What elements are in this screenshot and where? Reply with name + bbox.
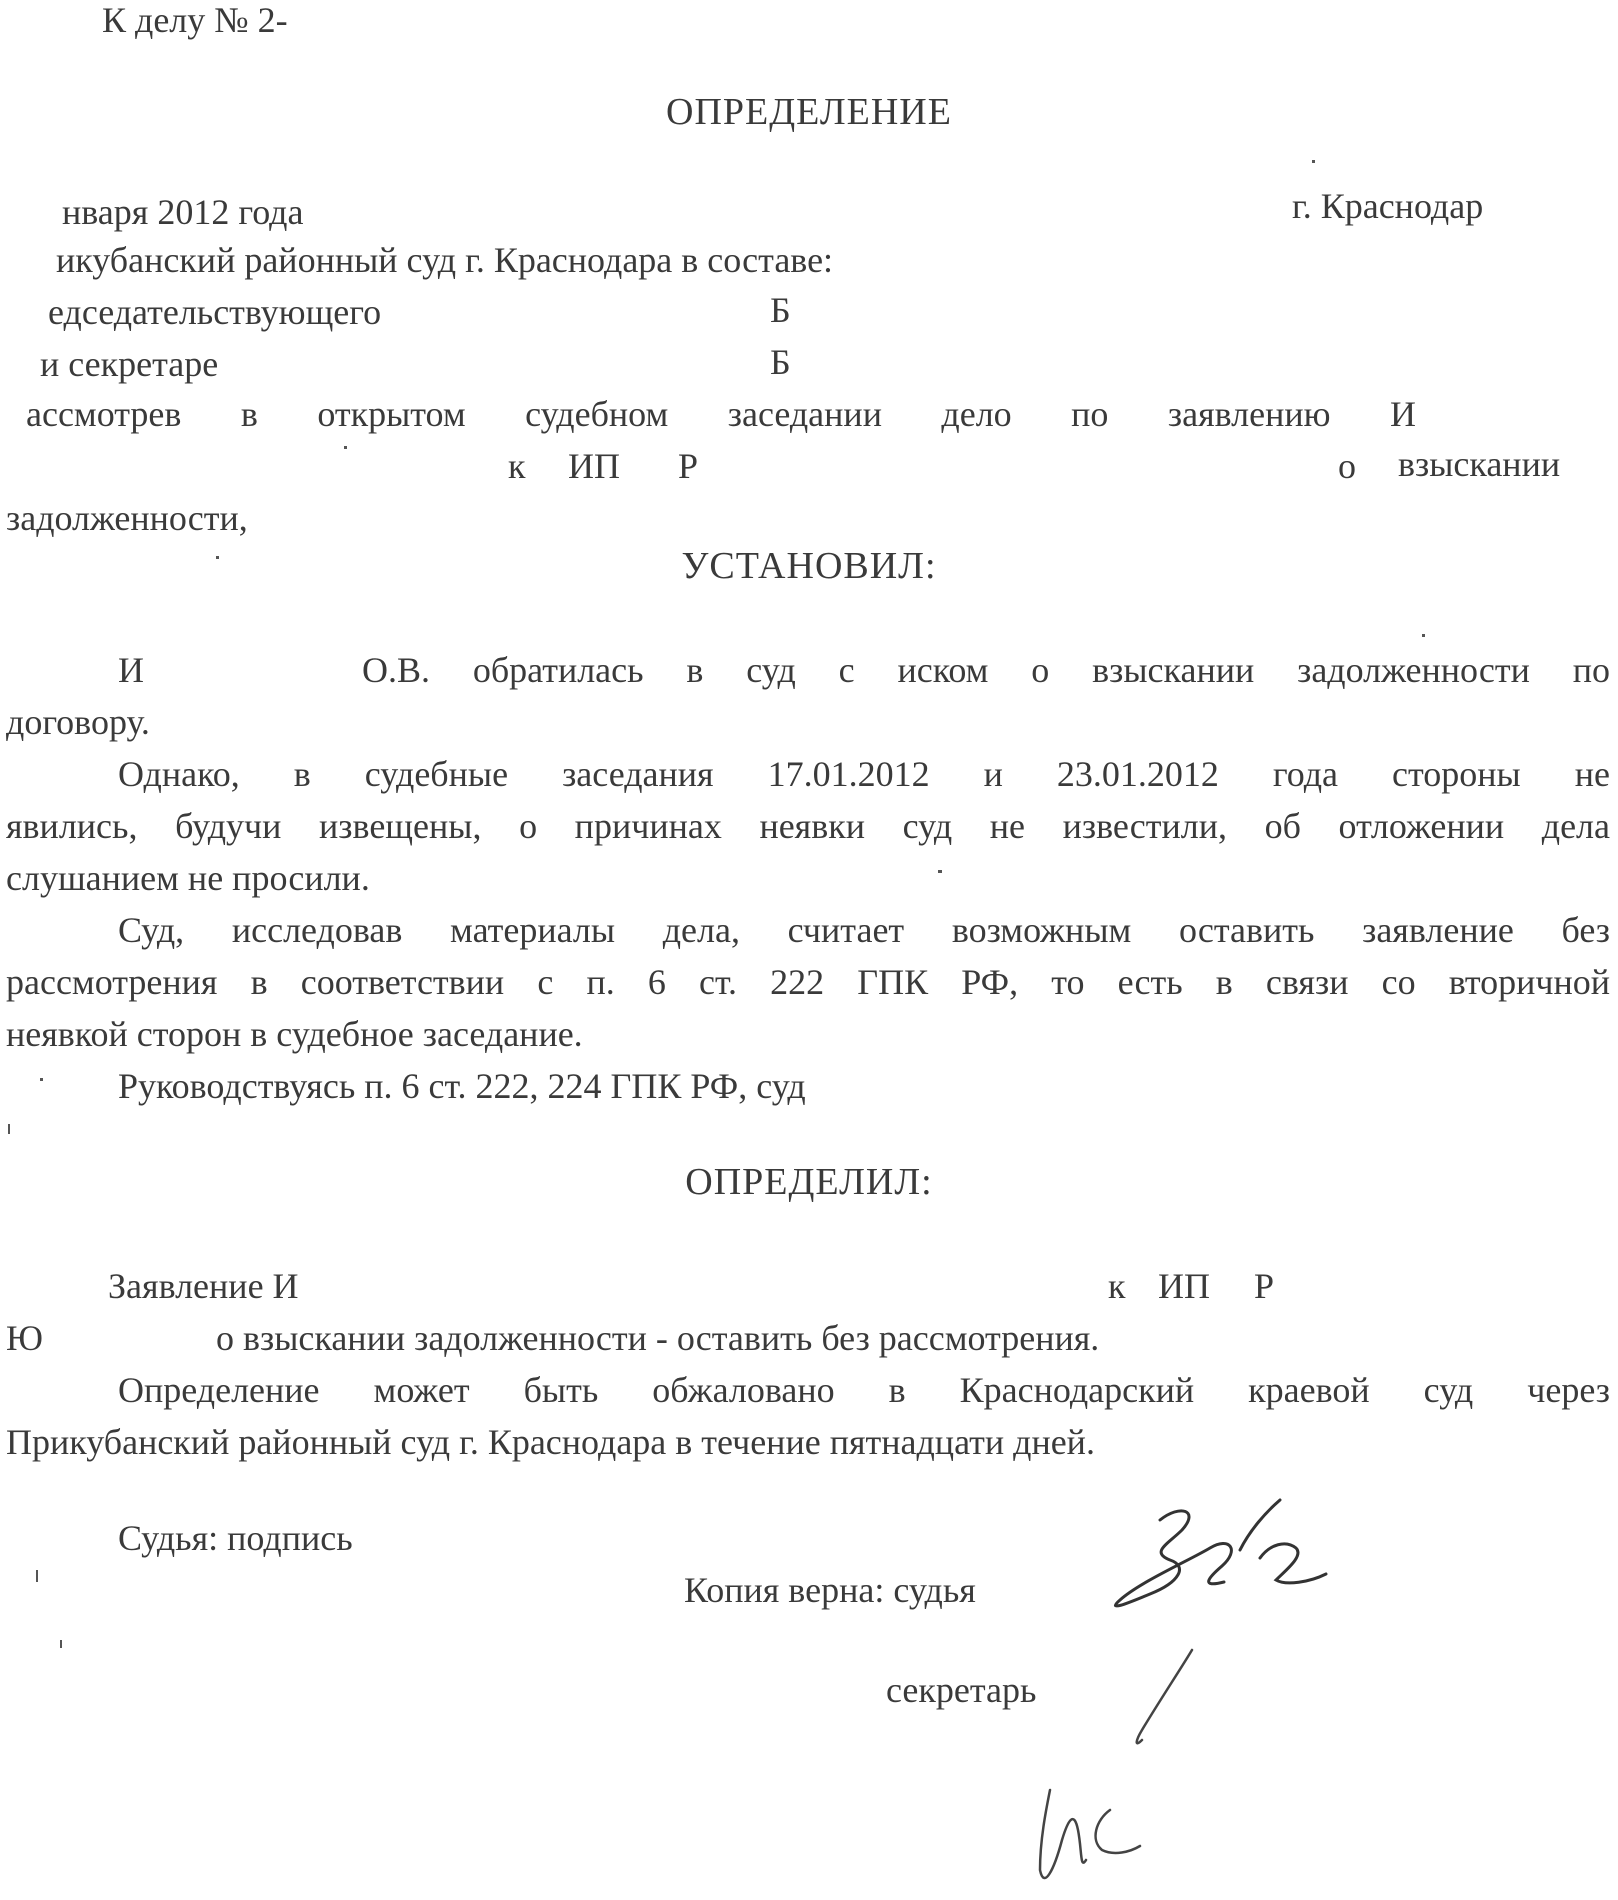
decided-l1-k: к: [1108, 1266, 1126, 1306]
scan-speck: [344, 446, 347, 449]
decided-l1-ip: ИП: [1158, 1266, 1210, 1306]
secretary-name: Б: [770, 342, 791, 382]
established-p1-line2: договору.: [6, 702, 150, 742]
intro-line-2-r: Р: [678, 446, 699, 486]
secretary-signature-label: секретарь: [886, 1670, 1037, 1710]
court-name: икубанский районный суд г. Краснодара в составе:: [56, 240, 834, 280]
scan-speck: [8, 1124, 10, 1134]
decided-l1-r: Р: [1254, 1266, 1275, 1306]
established-p4: Руководствуясь п. 6 ст. 222, 224 ГПК РФ, суд: [118, 1066, 806, 1106]
scan-speck: [216, 556, 219, 559]
established-p2-line1: Однако, в судебные заседания 17.01.2012 и 23.01.2012 года стороны не: [118, 754, 1610, 794]
secretary-handwritten-signature: [1010, 1640, 1210, 1900]
scan-speck: [36, 1570, 38, 1582]
decided-l2-rest: о взыскании задолженности - оставить без рассмотрения.: [216, 1318, 1100, 1358]
established-p3-line2: рассмотрения в соответствии с п. 6 ст. 222 ГПК РФ, то есть в связи со вторичной: [6, 962, 1610, 1002]
intro-line-2-k: к: [508, 446, 526, 486]
ruling-city: г. Краснодар: [1292, 186, 1484, 226]
decided-l1-start: Заявление И: [108, 1266, 299, 1306]
decided-l2-yu: Ю: [6, 1318, 44, 1358]
applicant-initial: И: [118, 650, 144, 690]
judge-handwritten-signature: [1090, 1490, 1350, 1630]
scan-speck: [60, 1640, 62, 1648]
case-reference: К делу № 2-: [102, 0, 288, 40]
copy-certified-label: Копия верна: судья: [684, 1570, 976, 1610]
intro-line-1: ассмотрев в открытом судебном заседании дело по заявлению И: [26, 394, 1416, 434]
scan-speck: [1422, 634, 1425, 637]
intro-line-2-end: взыскании: [1398, 444, 1561, 484]
scan-speck: [1312, 160, 1315, 163]
intro-line-2-ip: ИП: [568, 446, 620, 486]
established-p3-line3: неявкой сторон в судебное заседание.: [6, 1014, 583, 1054]
presiding-name: Б: [770, 290, 791, 330]
decided-p2-line1: Определение может быть обжаловано в Краснодарский краевой суд через: [118, 1370, 1610, 1410]
intro-line-3: задолженности,: [6, 498, 248, 538]
judge-signature-label: Судья: подпись: [118, 1518, 353, 1558]
decided-heading: ОПРЕДЕЛИЛ:: [685, 1161, 933, 1203]
ruling-date: нваря 2012 года: [62, 192, 304, 232]
document-title: ОПРЕДЕЛЕНИЕ: [666, 91, 952, 133]
decided-p2-line2: Прикубанский районный суд г. Краснодара в течение пятнадцати дней.: [6, 1422, 1095, 1462]
established-p3-line1: Суд, исследовав материалы дела, считает возможным оставить заявление без: [118, 910, 1610, 950]
intro-line-2-o: о: [1338, 446, 1356, 486]
established-heading: УСТАНОВИЛ:: [681, 545, 937, 587]
presiding-label: едседательствующего: [48, 292, 382, 332]
scan-speck: [40, 1078, 43, 1081]
established-p2-line3: слушанием не просили.: [6, 858, 370, 898]
secretary-label: и секретаре: [40, 344, 219, 384]
established-p2-line2: явились, будучи извещены, о причинах неявки суд не известили, об отложении дела: [6, 806, 1610, 846]
established-p1-line1: О.В. обратилась в суд с иском о взыскании задолженности по: [362, 650, 1610, 690]
scan-speck: [938, 870, 942, 873]
